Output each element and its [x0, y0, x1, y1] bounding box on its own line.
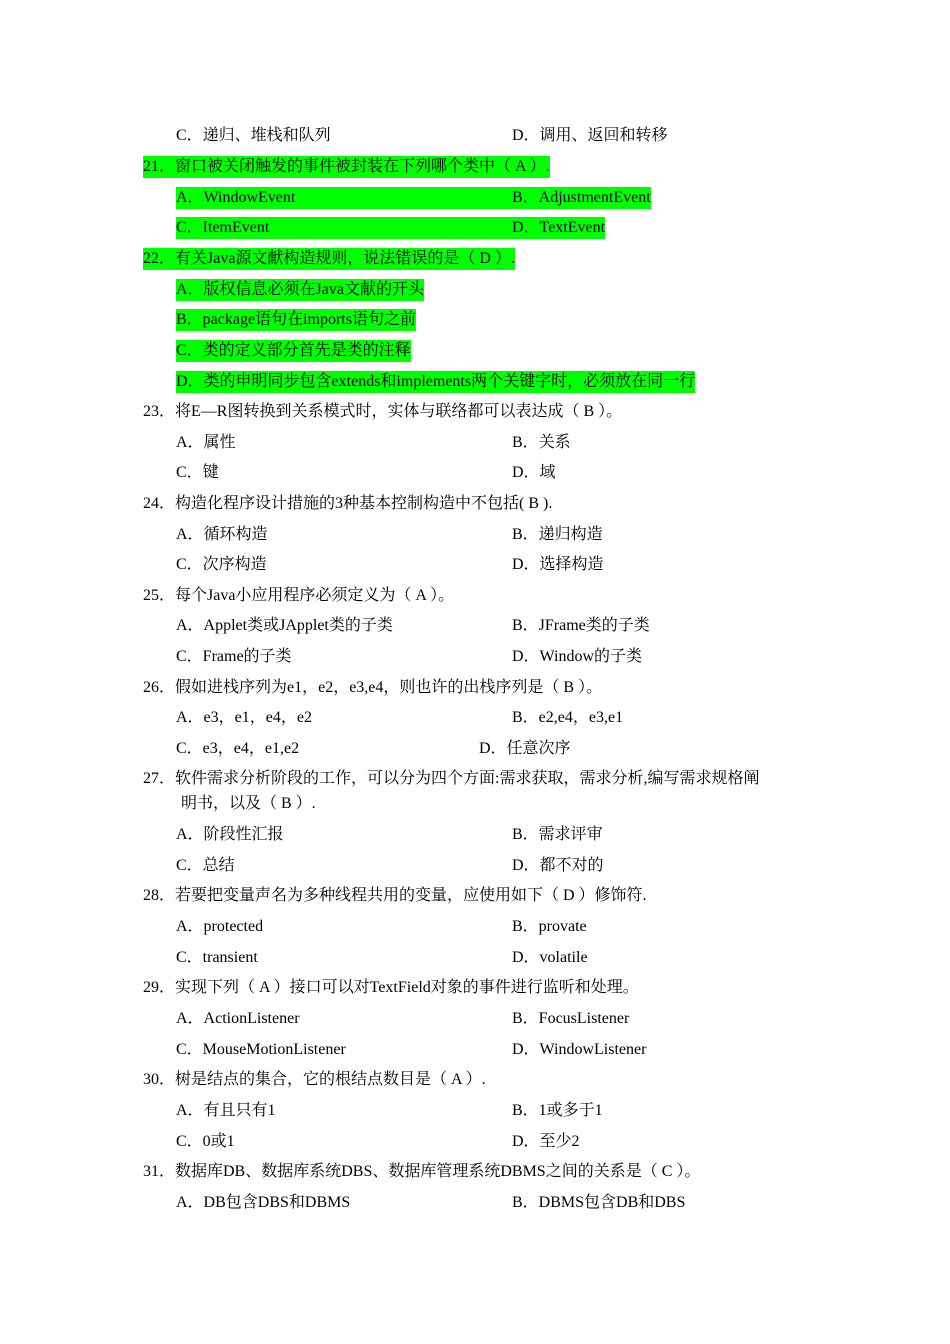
- q24-question: 24．构造化程序设计措施的3种基本控制构造中不包括( B ).: [143, 495, 553, 512]
- q28-option-d: D．volatile: [512, 949, 588, 966]
- q24-option-c: C．次序构造: [176, 556, 267, 573]
- q24-option-a: A．循环构造: [176, 526, 268, 543]
- q28-question: 28．若要把变量声名为多种线程共用的变量，应使用如下（ D ）修饰符.: [143, 887, 647, 904]
- q23-option-d: D．域: [512, 464, 556, 481]
- q30-option-d: D．至少2: [512, 1133, 580, 1150]
- q22-option-c: C．类的定义部分首先是类的注释: [176, 340, 411, 362]
- q29-option-c: C．MouseMotionListener: [176, 1041, 346, 1058]
- q26-option-b: B．e2,e4，e3,e1: [512, 709, 624, 726]
- q25-option-b: B．JFrame类的子类: [512, 617, 650, 634]
- q21-option-d: D．TextEvent: [512, 217, 605, 239]
- q22-option-a: A．版权信息必须在Java文献的开头: [176, 279, 424, 301]
- q23-option-c: C．键: [176, 464, 219, 481]
- q27-question-cont: 明书，以及（ B ）.: [181, 795, 316, 812]
- q31-option-a: A．DB包含DBS和DBMS: [176, 1194, 351, 1211]
- q23-question: 23．将E—R图转换到关系模式时，实体与联络都可以表达成（ B ）。: [143, 403, 623, 420]
- q22-option-b: B．package语句在imports语句之前: [176, 309, 416, 331]
- q26-option-d: D．任意次序: [479, 740, 571, 757]
- q25-option-c: C．Frame的子类: [176, 648, 292, 665]
- q22-option-d: D．类的申明同步包含extends和implements两个关键字时，必须放在同一行: [176, 371, 695, 393]
- q29-option-d: D．WindowListener: [512, 1041, 647, 1058]
- q28-option-c: C．transient: [176, 949, 258, 966]
- q27-option-b: B．需求评审: [512, 826, 603, 843]
- q20-option-d: D．调用、返回和转移: [512, 127, 668, 144]
- q30-option-c: C．0或1: [176, 1133, 235, 1150]
- q28-option-a: A．protected: [176, 918, 264, 935]
- q30-question: 30．树是结点的集合，它的根结点数目是（ A ）.: [143, 1071, 486, 1088]
- q21-option-c: C．ItemEvent: [176, 217, 512, 239]
- q24-option-d: D．选择构造: [512, 556, 604, 573]
- q26-option-a: A．e3，e1，e4，e2: [176, 709, 312, 726]
- q29-option-a: A．ActionListener: [176, 1010, 300, 1027]
- q25-question: 25．每个Java小应用程序必须定义为（ A ）。: [143, 587, 455, 604]
- q21-option-a: A．WindowEvent: [176, 187, 512, 209]
- q27-option-a: A．阶段性汇报: [176, 826, 284, 843]
- q27-option-d: D．都不对的: [512, 857, 604, 874]
- q30-option-b: B．1或多于1: [512, 1102, 603, 1119]
- q20-option-c: C．递归、堆栈和队列: [176, 127, 331, 144]
- q27-question: 27．软件需求分析阶段的工作，可以分为四个方面:需求获取，需求分析,编写需求规格阐: [143, 770, 760, 787]
- q26-question: 26．假如进栈序列为e1，e2，e3,e4，则也许的出栈序列是（ B ）。: [143, 679, 603, 696]
- q30-option-a: A．有且只有1: [176, 1102, 276, 1119]
- q28-option-b: B．provate: [512, 918, 587, 935]
- q22-question: 22．有关Java源文献构造规则，说法错误的是（ D ）.: [143, 248, 515, 270]
- q26-option-c: C．e3，e4，e1,e2: [176, 740, 300, 757]
- q23-option-b: B．关系: [512, 434, 571, 451]
- q25-option-a: A．Applet类或JApplet类的子类: [176, 617, 393, 634]
- q31-option-b: B．DBMS包含DB和DBS: [512, 1194, 686, 1211]
- q24-option-b: B．递归构造: [512, 526, 603, 543]
- q29-option-b: B．FocusListener: [512, 1010, 630, 1027]
- q27-option-c: C．总结: [176, 857, 235, 874]
- q21-question: 21．窗口被关闭触发的事件被封装在下列哪个类中（ A ）.: [143, 156, 550, 178]
- q21-option-b: B．AdjustmentEvent: [512, 187, 651, 209]
- q31-question: 31．数据库DB、数据库系统DBS、数据库管理系统DBMS之间的关系是（ C ）。: [143, 1163, 701, 1180]
- q23-option-a: A．属性: [176, 434, 236, 451]
- q25-option-d: D．Window的子类: [512, 648, 643, 665]
- q29-question: 29．实现下列（ A ）接口可以对TextField对象的事件进行监听和处理。: [143, 979, 639, 996]
